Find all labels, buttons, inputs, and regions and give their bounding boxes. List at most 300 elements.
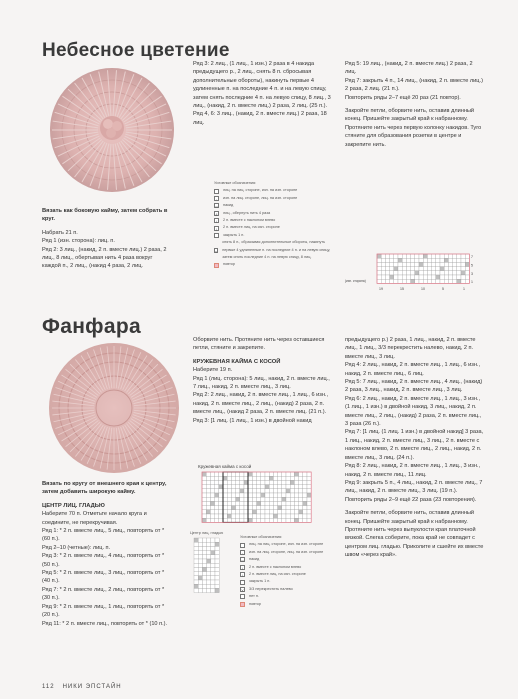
chart2-cell (286, 480, 290, 484)
chart1-cell (448, 279, 452, 283)
chart1-cell (394, 271, 398, 275)
chart2-cell (261, 518, 265, 522)
chart2-cell (303, 476, 307, 480)
chart3-cell (202, 542, 206, 546)
chart2-cell (240, 510, 244, 514)
chart2-cell (210, 518, 214, 522)
chart2-cell (261, 485, 265, 489)
chart2-cell (303, 493, 307, 497)
chart1-cell (377, 271, 381, 275)
chart1-cell (385, 254, 389, 258)
chart1-cell (381, 275, 385, 279)
chart2-cell (206, 489, 210, 493)
chart1-cell (457, 254, 461, 258)
chart2-cell (290, 497, 294, 501)
chart3-cell (211, 559, 215, 563)
chart2-cell (219, 472, 223, 476)
chart1-cell (444, 279, 448, 283)
chart2-cell (307, 493, 311, 497)
chart2-cell (269, 501, 273, 505)
s2-right-4: Ряд 7: [1 лиц. (1 лиц. 1 изн.) в двойной накид] 3 раза, 1 лиц., накид, 2 п. вместе лиц., 3 лиц., 2 п. вместе с наклоном влево, 2 п. вместе лиц., 2 лиц., накид, 2 п. вместе лиц., 3 лиц. (24 п.). (345, 429, 484, 461)
chart1-cell (444, 258, 448, 262)
s2-right-6: Ряд 9: закрыть 5 п., 4 лиц., накид, 2 п. вместе лиц., 7 лиц., накид, 2 п. вместе лиц., 3 лиц. (19 п.). (345, 479, 483, 495)
chart2-cell (202, 485, 206, 489)
chart3-cell (202, 580, 206, 584)
chart2-cell (303, 518, 307, 522)
chart2-cell (269, 497, 273, 501)
legend-text: накид (249, 557, 260, 562)
chart3-cell (207, 563, 211, 567)
chart3-cell (194, 555, 198, 559)
legend-symbol-icon: o (215, 204, 218, 210)
s2-chart-title: Кружевная кайма с косой (198, 464, 252, 469)
chart2-cell (219, 489, 223, 493)
chart2-cell (219, 501, 223, 505)
legend-row (240, 586, 358, 593)
chart2-cell (215, 510, 219, 514)
chart1-cell (436, 262, 440, 266)
chart2-cell (290, 514, 294, 518)
chart2-cell (303, 510, 307, 514)
chart1-cell (444, 267, 448, 271)
chart1-cell (394, 258, 398, 262)
chart1-cell (453, 254, 457, 258)
chart3-cell (194, 588, 198, 592)
chart3-cell (202, 546, 206, 550)
chart3-cell (207, 567, 211, 571)
chart2-cell (299, 501, 303, 505)
chart2-cell (286, 472, 290, 476)
chart2-cell (278, 514, 282, 518)
chart2-cell (223, 489, 227, 493)
chart2-cell (252, 497, 256, 501)
chart1-cell (385, 258, 389, 262)
chart2-cell (294, 489, 298, 493)
chart3-cell (198, 546, 202, 550)
chart2-cell (248, 497, 252, 501)
chart1-cell (394, 275, 398, 279)
chart2-cell (273, 506, 277, 510)
legend-text: снять 8 п., сбрасывая дополнительные обороты, накинуть первые 4 удлиненные п. на последние 4 п. и на левую спицу, затем снять последние 4 п. на левую спицу, 8 лиц. (222, 240, 331, 260)
chart2-cell (278, 485, 282, 489)
chart3-cell (202, 563, 206, 567)
chart1-cell (398, 279, 402, 283)
chart2-cell (210, 506, 214, 510)
chart2-cell (206, 510, 210, 514)
chart2-cell (227, 497, 231, 501)
chart1-cell (406, 279, 410, 283)
chart2-cell (303, 472, 307, 476)
page-footer (42, 684, 122, 690)
legend-symbol-icon: · (241, 551, 244, 557)
chart1-cell (381, 258, 385, 262)
chart2-cell (219, 480, 223, 484)
chart1-cell (406, 267, 410, 271)
chart2-cell (236, 476, 240, 480)
legend-row (214, 195, 336, 202)
chart2-cell (286, 493, 290, 497)
chart1-cell (423, 267, 427, 271)
chart2-cell (299, 514, 303, 518)
chart2-cell (210, 501, 214, 505)
chart2-cell (252, 518, 256, 522)
chart3-cell (194, 563, 198, 567)
chart1-cell (390, 279, 394, 283)
chart1-cell (423, 262, 427, 266)
chart1-cell (411, 275, 415, 279)
chart2-cell (278, 493, 282, 497)
chart1-cell (444, 275, 448, 279)
chart2-cell (210, 485, 214, 489)
chart1-cell (411, 279, 415, 283)
s1-right-0: Ряд 5: 19 лиц., (накид, 2 п. вместе лиц.) 2 раза, 2 лиц. (345, 61, 473, 76)
chart3-cell (202, 538, 206, 542)
chart2-cell (248, 510, 252, 514)
chart1-cell (465, 275, 469, 279)
chart2-cell (202, 472, 206, 476)
chart2-cell (206, 506, 210, 510)
chart2-cell (286, 506, 290, 510)
chart3-cell (207, 572, 211, 576)
chart3-cell (198, 551, 202, 555)
chart1-cell (415, 267, 419, 271)
chart3-cell (194, 551, 198, 555)
s1-mid-0: Ряд 3: 2 лиц., (1 лиц., 1 изн.) 2 раза в 4 накида предыдущего р., 2 лиц., снять 8 п. сбросывая дополнительные обороты), накинуть первые 4 удлиненные п. на последние 4 п. и на левую спицу, затем снять последние 4 п. на левую спицу, 8 лиц., 3 лиц., (накид, 2 п. вместе лиц.) 2 раза, 2 лиц. (25 п.). (193, 61, 331, 110)
page-number: 112 (42, 684, 55, 690)
chart2-cell (278, 472, 282, 476)
chart2-cell (257, 510, 261, 514)
chart2-cell (240, 501, 244, 505)
legend-text: изн. на лиц. стороне, лиц. на изн. стороне (249, 549, 324, 554)
chart2-cell (269, 493, 273, 497)
chart1-cell (402, 279, 406, 283)
chart2-cell (286, 510, 290, 514)
chart1-cell (415, 279, 419, 283)
chart1-caption: (изн. сторона) (345, 279, 366, 283)
chart2-cell (273, 497, 277, 501)
chart1-cell (427, 267, 431, 271)
chart1-cell (377, 254, 381, 258)
legend-row (240, 564, 358, 571)
chart2-cell (227, 476, 231, 480)
chart1-cell (457, 271, 461, 275)
chart2-cell (252, 510, 256, 514)
chart2-cell (206, 497, 210, 501)
legend-text: закрыть 1 п. (249, 579, 271, 584)
chart2-cell (273, 489, 277, 493)
chart2-cell (206, 485, 210, 489)
chart2-cell (282, 476, 286, 480)
chart1-cell (419, 267, 423, 271)
chart2-cell (290, 476, 294, 480)
s2-mid-3: Ряд 1 (лиц. сторона): 5 лиц., накид, 2 п. вместе лиц., 7 лиц., накид, 2 п. вместе лиц., 3 лиц. (193, 375, 330, 391)
chart2-cell (261, 472, 265, 476)
legend-row (214, 202, 336, 209)
legend-row (240, 578, 358, 585)
chart2-cell (231, 501, 235, 505)
legend-row (214, 224, 336, 231)
chart3-cell (215, 567, 219, 571)
chart2-cell (265, 480, 269, 484)
chart2-cell (303, 480, 307, 484)
chart2-cell (261, 514, 265, 518)
chart1-cell (423, 254, 427, 258)
caption-text: Вязать как боковую кайму, затем собрать в круг. (42, 208, 168, 223)
chart1-cell (427, 279, 431, 283)
chart2-cell (240, 472, 244, 476)
chart2-cell (265, 489, 269, 493)
chart1-cell (461, 254, 465, 258)
chart1-cell (465, 271, 469, 275)
chart1-cell (415, 275, 419, 279)
chart3-cell (215, 542, 219, 546)
chart2-cell (231, 485, 235, 489)
chart1-row-label: 3 (471, 271, 473, 276)
s1-right-2: Повторить ряды 2–7 ещё 20 раз (21 повтор). (345, 94, 461, 101)
chart1-cell (440, 258, 444, 262)
chart2-cell (202, 493, 206, 497)
chart3-cell (198, 572, 202, 576)
chart1-cell (461, 275, 465, 279)
chart2-cell (261, 480, 265, 484)
chart1-cell (432, 275, 436, 279)
chart2-cell (248, 485, 252, 489)
chart2-cell (303, 497, 307, 501)
chart1-cell (419, 271, 423, 275)
chart2-cell (236, 518, 240, 522)
chart3-cell (202, 584, 206, 588)
chart2-cell (303, 489, 307, 493)
s2-right-5: Ряд 8: 2 лиц., накид, 2 п. вместе лиц., 1 лиц., 3 изн., накид, 2 п. вместе лиц., 11 лиц. (345, 463, 481, 478)
chart2-cell (307, 514, 311, 518)
chart2-cell (227, 501, 231, 505)
chart1-cell (381, 279, 385, 283)
chart2-cell (294, 480, 298, 484)
chart1-cell (381, 262, 385, 266)
chart3-cell (194, 559, 198, 563)
chart1-cell (398, 271, 402, 275)
chart2-cell (269, 480, 273, 484)
chart3-cell (211, 567, 215, 571)
chart1-cell (432, 254, 436, 258)
chart1-cell (419, 279, 423, 283)
chart1-cell (377, 275, 381, 279)
chart2-cell (223, 518, 227, 522)
chart2-cell (294, 485, 298, 489)
chart2-cell (223, 514, 227, 518)
chart2-cell (236, 485, 240, 489)
chart2-cell (286, 476, 290, 480)
chart2-cell (290, 472, 294, 476)
chart2-cell (219, 518, 223, 522)
legend-text: лиц., обернуть нить 4 раза (223, 210, 271, 215)
legend-text: изн. на лиц. стороне, лиц. на изн. стороне (223, 195, 298, 200)
chart2-cell (273, 493, 277, 497)
chart2-cell (252, 501, 256, 505)
chart2-cell (202, 514, 206, 518)
chart1-cell (398, 258, 402, 262)
chart2-cell (227, 514, 231, 518)
chart2-cell (273, 501, 277, 505)
legend-text: накид (223, 203, 234, 208)
chart2-cell (252, 493, 256, 497)
legend-symbol-icon: / (215, 219, 218, 225)
chart2-cell (202, 506, 206, 510)
legend-text: 2 п. вместе с наклоном влево (249, 564, 302, 569)
chart1-cell (385, 275, 389, 279)
chart2-cell (240, 480, 244, 484)
chart1-cell (411, 271, 415, 275)
chart2-cell (286, 497, 290, 501)
s2-left-0: ЦЕНТР ЛИЦ. ГЛАДЬЮ (42, 502, 105, 509)
chart2-cell (257, 485, 261, 489)
legend-row (240, 556, 358, 563)
chart1-col-label: 1 (463, 287, 465, 291)
s2-right-2: Ряд 5: 7 лиц., накид, 2 п. вместе лиц., 4 лиц., (накид) 2 раза, 3 лиц., накид, 2 п. вместе лиц., 3 лиц. (345, 379, 483, 394)
legend-symbol-icon (214, 189, 219, 194)
chart2-cell (290, 489, 294, 493)
section1-right-text (345, 60, 485, 149)
chart1-cell (398, 267, 402, 271)
chart2-cell (210, 480, 214, 484)
chart2-cell (278, 506, 282, 510)
s1-mid-1: Ряд 4, 6: 3 лиц., (накид, 2 п. вместе лиц.) 2 раза, 18 лиц. (193, 111, 327, 126)
s2-left-1: Наберите 70 п. Отметьте начало круга и соедините, не перекручивая. (42, 511, 147, 526)
chart2-cell (307, 497, 311, 501)
chart3-cell (211, 551, 215, 555)
chart1-cell (453, 275, 457, 279)
chart1-cell (419, 275, 423, 279)
s2-left-4: Ряд 3: * 2 п. вместе лиц., 4 лиц., повторять от * (50 п.). (42, 553, 165, 568)
chart2-cell (231, 489, 235, 493)
chart2-cell (240, 518, 244, 522)
chart2-cell (299, 518, 303, 522)
chart2-cell (307, 518, 311, 522)
chart3-cell (198, 559, 202, 563)
chart1-cell (385, 262, 389, 266)
chart3-cell (207, 542, 211, 546)
chart2-cell (261, 493, 265, 497)
chart3-cell (211, 572, 215, 576)
chart2-cell (252, 506, 256, 510)
chart2-cell (227, 489, 231, 493)
chart2-cell (223, 485, 227, 489)
chart2-cell (265, 514, 269, 518)
chart2-cell (248, 493, 252, 497)
chart2-cell (252, 485, 256, 489)
chart2-cell (278, 501, 282, 505)
chart2-cell (257, 506, 261, 510)
chart1-cell (461, 258, 465, 262)
chart2-cell (240, 514, 244, 518)
chart1-cell (390, 258, 394, 262)
chart3-cell (215, 559, 219, 563)
s2-right-0: предыдущего р.) 2 раза, 1 лиц., накид, 2 п. вместе лиц., 1 лиц., 3/3 перекрестить налево, накид, 2 п. вместе лиц., 3 лиц. (345, 337, 476, 360)
chart2-cell (265, 497, 269, 501)
chart2-cell (273, 480, 277, 484)
chart2-cell (261, 476, 265, 480)
chart2-cell (257, 472, 261, 476)
chart3-cell (207, 580, 211, 584)
chart3-cell (202, 576, 206, 580)
legend-title: Условные обозначения: (214, 181, 257, 185)
chart2-cell (219, 510, 223, 514)
chart2-cell (215, 472, 219, 476)
chart2-cell (248, 476, 252, 480)
chart2-cell (299, 493, 303, 497)
chart1-cell (402, 271, 406, 275)
chart1-col-label: 19 (379, 287, 383, 291)
chart1-cell (457, 267, 461, 271)
chart2-cell (257, 497, 261, 501)
chart2-cell (299, 476, 303, 480)
chart2-cell (202, 489, 206, 493)
chart2-cell (215, 514, 219, 518)
chart1-cell (448, 271, 452, 275)
section2-mid (193, 336, 333, 425)
chart2-cell (303, 485, 307, 489)
chart1-cell (385, 279, 389, 283)
chart1-cell (406, 254, 410, 258)
chart2-cell (248, 472, 252, 476)
chart2-cell (290, 485, 294, 489)
chart3-cell (215, 551, 219, 555)
chart3-cell (198, 538, 202, 542)
chart2-cell (269, 476, 273, 480)
chart2-cell (231, 497, 235, 501)
chart2-cell (210, 476, 214, 480)
legend-symbol-icon: ≈ (215, 248, 218, 254)
chart1-cell (444, 254, 448, 258)
chart2-cell (210, 472, 214, 476)
chart2-cell (257, 514, 261, 518)
chart1-cell (453, 267, 457, 271)
chart2-cell (252, 476, 256, 480)
chart2-cell (215, 493, 219, 497)
chart2-cell (240, 485, 244, 489)
chart1-cell (394, 279, 398, 283)
chart2-cell (261, 497, 265, 501)
chart1-cell (423, 258, 427, 262)
legend-row (214, 239, 336, 261)
legend-symbol-icon: \ (241, 573, 244, 579)
chart1-cell (406, 271, 410, 275)
legend-text: повтор (223, 262, 236, 267)
chart2-cell (269, 485, 273, 489)
chart2-cell (282, 485, 286, 489)
chart3-cell (207, 546, 211, 550)
chart2-cell (282, 497, 286, 501)
chart1-cell (465, 262, 469, 266)
chart1-cell (457, 262, 461, 266)
chart3-cell (202, 588, 206, 592)
chart2-cell (282, 506, 286, 510)
chart2-cell (236, 493, 240, 497)
chart2-cell (215, 501, 219, 505)
chart1-cell (432, 271, 436, 275)
chart2-cell (248, 514, 252, 518)
chart2-cell (269, 518, 273, 522)
chart2-cell (252, 480, 256, 484)
s2-left-8: Ряд 11: * 2 п. вместе лиц., повторять от * (10 п.). (42, 620, 168, 627)
chart3-cell (215, 588, 219, 592)
chart2-cell (231, 518, 235, 522)
chart1-cell (436, 275, 440, 279)
s1-left-0: Набрать 21 п. (42, 229, 78, 236)
chart3-cell (194, 576, 198, 580)
legend-text: лиц. на лиц. стороне, изн. на изн. стороне (223, 188, 298, 193)
chart2-cell (261, 489, 265, 493)
